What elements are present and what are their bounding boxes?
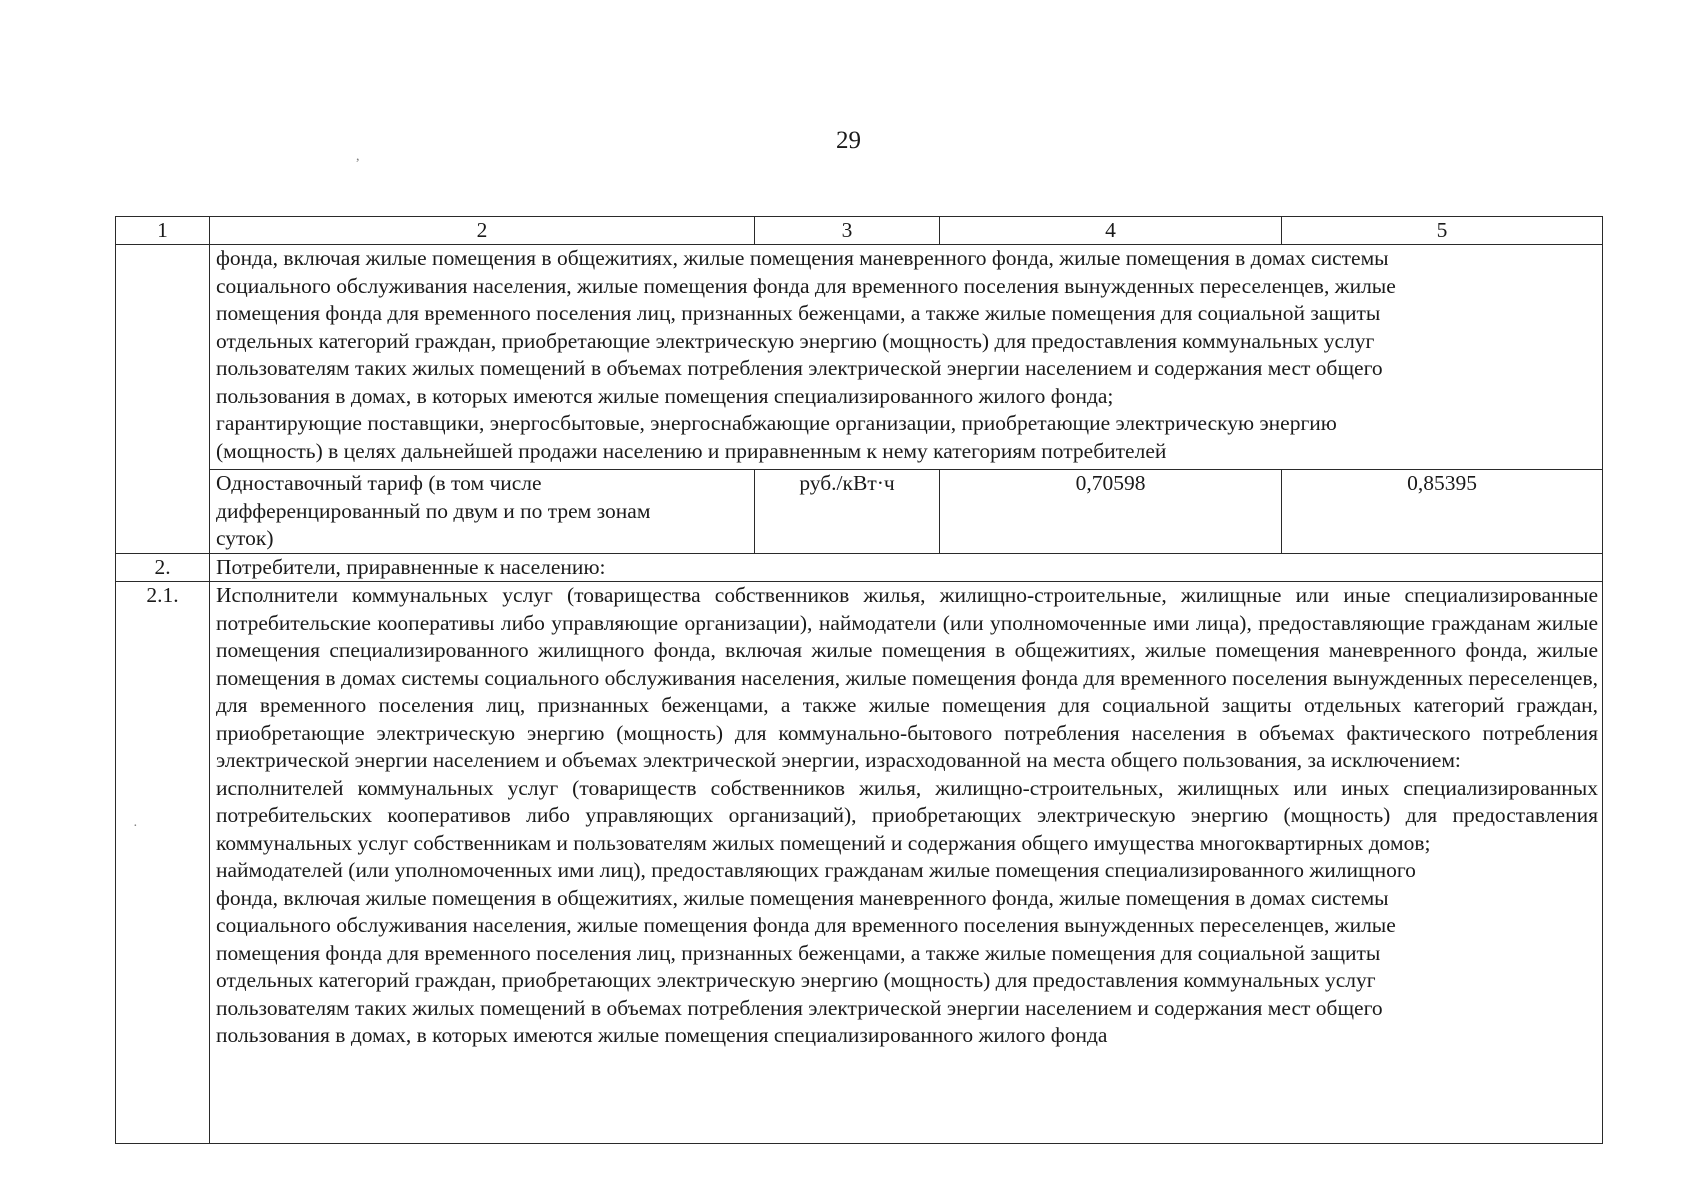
column-number-3: 3 — [755, 217, 940, 245]
scan-speck: · — [133, 819, 138, 834]
tariff-name-text: Одноставочный тариф (в том числе дифференцированный по двум и по трем зонам суток) — [216, 471, 651, 550]
table-header-row — [116, 217, 1603, 245]
tariff-row — [116, 470, 1603, 554]
continuation-text-cell — [210, 245, 1603, 470]
section-2-1-number: 2.1. — [116, 582, 210, 1144]
section-2-1-text-cell — [210, 582, 1603, 1144]
tariff-value-col4: 0,70598 — [940, 470, 1282, 554]
section-2-1-paragraph-1: Исполнители коммунальных услуг (товарищества собственников жилья, жилищно-строительные, жилищные или иные специализированные потребительские кооперативы либо управляющие организации), наймодатели (или уполномоченные ими лица), предоставляющие гражданам жилые помещения специализированного жилищного фонда, включая жилые помещения в общежитиях, жилые помещения маневренного фонда, жилые помещения в домах системы социального обслуживания населения, жилые помещения фонда для временного поселения вынужденных переселенцев, для временного поселения лиц, признанных беженцами, а также жилые помещения для социальной защиты отдельных категорий граждан, приобретающие электрическую энергию (мощность) для коммунально-бытового потребления населения в объемах фактического потребления электрической энергии населением и объемах электрической энергии, израсходованной на места общего пользования, за исключением: — [216, 583, 1598, 772]
section-2-1-paragraph-3: наймодателей (или уполномоченных ими лиц), предоставляющих гражданам жилые помещения специализированного жилищного фонда, включая жилые помещения в общежитиях, жилые помещения маневренного фонда, жилые помещения в домах системы социального обслуживания населения, жилые помещения фонда для временного поселения вынужденных переселенцев, жилые помещения фонда для временного поселения лиц, признанных беженцами, а также жилые помещения для социальной защиты отдельных категорий граждан, приобретающих электрическую энергию (мощность) для предоставления коммунальных услуг пользователям таких жилых помещений в объемах потребления электрической энергии населением и содержания мест общего пользования в домах, в которых имеются жилые помещения специализированного жилого фонда — [216, 858, 1416, 1047]
column-number-4: 4 — [940, 217, 1282, 245]
continuation-text: фонда, включая жилые помещения в общежитиях, жилые помещения маневренного фонда, жилые помещения в домах системы социального обслуживания населения, жилые помещения фонда для временного поселения вынужденных переселенцев, жилые помещения фонда для временного поселения лиц, признанных беженцами, а также жилые помещения для социальной защиты отдельных категорий граждан, приобретающие электрическую энергию (мощность) для предоставления коммунальных услуг пользователям таких жилых помещений в объемах потребления электрической энергии населением и содержания мест общего пользования в домах, в которых имеются жилые помещения специализированного жилого фонда; гарантирующие поставщики, энергосбытовые, энергоснабжающие организации, приобретающие электрическую энергию (мощность) в целях дальнейшей продажи населению и приравненным к нему категориям потребителей — [216, 246, 1396, 463]
section-2-title: Потребители, приравненные к населению: — [210, 553, 1603, 582]
tariff-name — [210, 470, 755, 554]
scan-speck: , — [356, 149, 360, 164]
column-number-1: 1 — [116, 217, 210, 245]
column-number-2: 2 — [210, 217, 755, 245]
tariff-number-cell — [116, 470, 210, 554]
column-number-5: 5 — [1282, 217, 1603, 245]
continuation-number-cell — [116, 245, 210, 470]
tariff-table — [115, 216, 1603, 1144]
tariff-value-col5: 0,85395 — [1282, 470, 1603, 554]
section-2-number: 2. — [116, 553, 210, 582]
page-number: 29 — [836, 127, 861, 154]
section-2-1-row — [116, 582, 1603, 1144]
continuation-row — [116, 245, 1603, 470]
section-2-1-paragraph-2: исполнителей коммунальных услуг (товариществ собственников жилья, жилищно-строительных, жилищных или иных специализированных потребительских кооперативов либо управляющих организаций), приобретающих электрическую энергию (мощность) для предоставления коммунальных услуг собственникам и пользователям жилых помещений и содержания общего имущества многоквартирных домов; — [216, 775, 1598, 855]
section-2-row — [116, 553, 1603, 582]
tariff-unit: руб./кВт·ч — [755, 470, 940, 554]
